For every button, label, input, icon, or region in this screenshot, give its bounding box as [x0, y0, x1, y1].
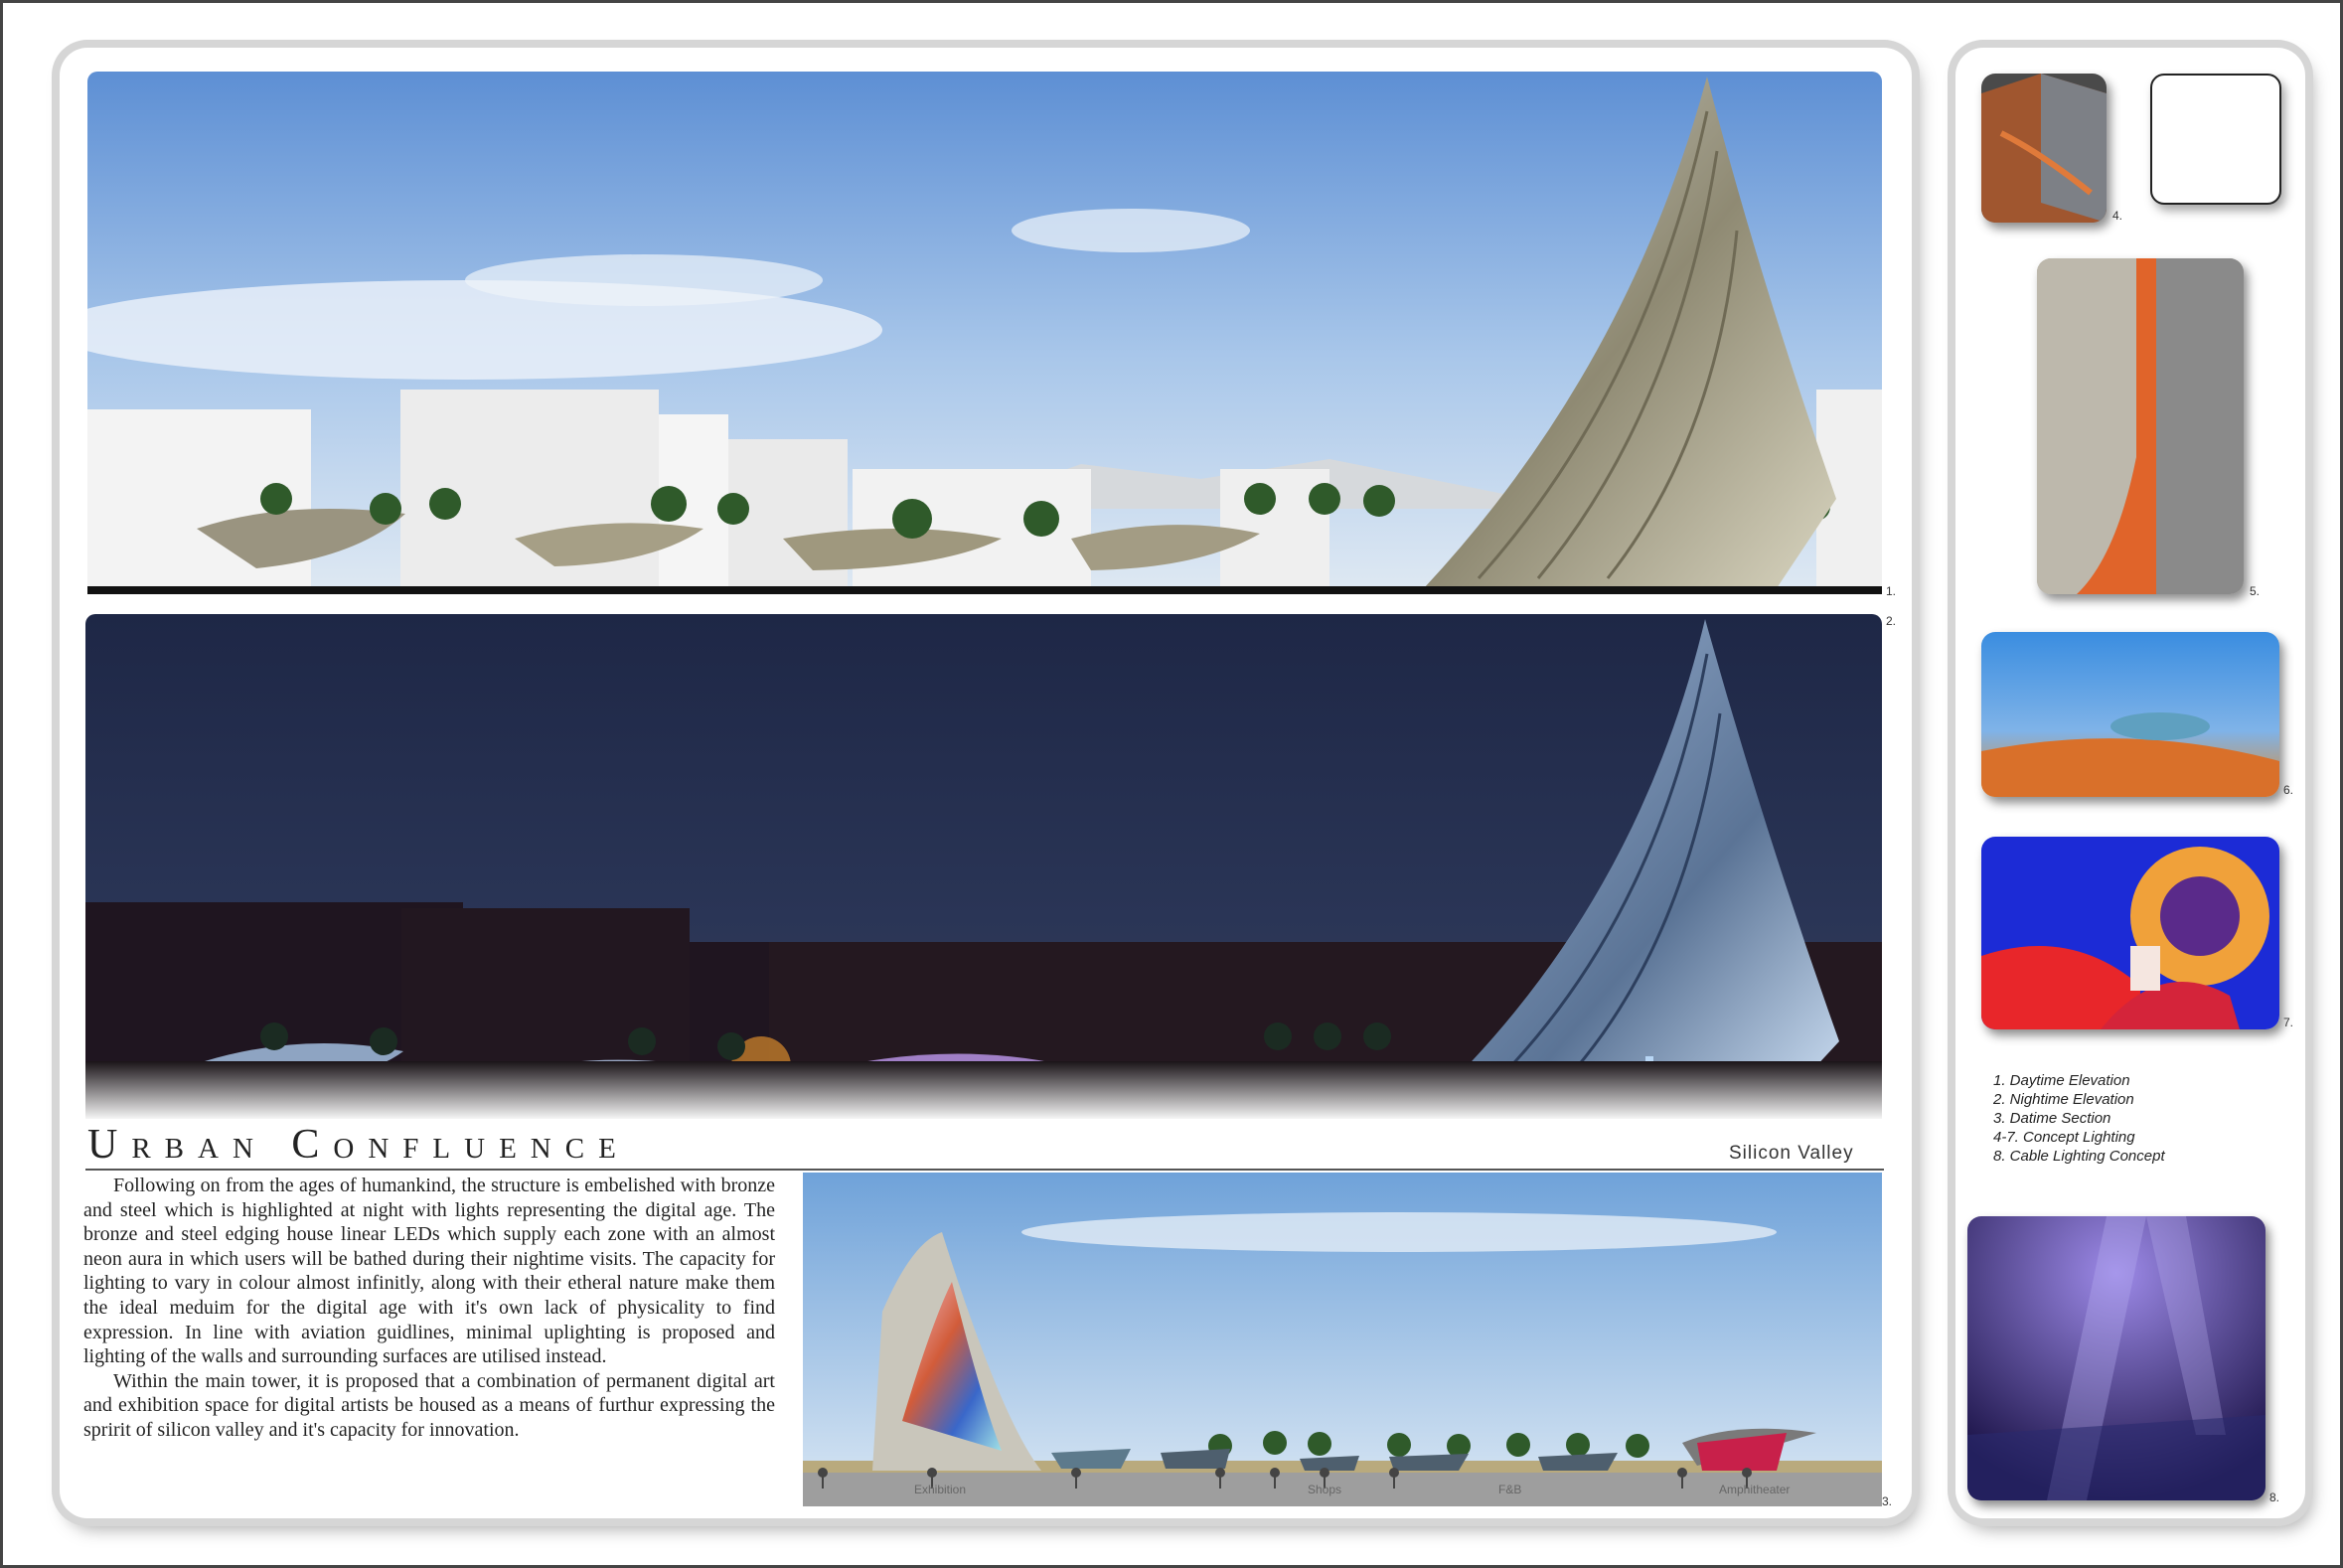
legend-item-3: 3. Datime Section — [1993, 1110, 2111, 1127]
thumbnail-4-concept-lighting — [1981, 74, 2107, 223]
title-rule — [85, 1169, 1884, 1171]
section-zone-fb: F&B — [1498, 1483, 1522, 1496]
description-paragraph-1: Following on from the ages of humankind, the structure is embelished with bronze and steel which is highlighted at night with lights representing the digital age. The bronze and steel edging house linear LEDs which supply each zone with an almost neon aura in which users will be bathed during their nightime visits. The capacity for lighting to vary in colour almost infinitly, along with their etheral nature make them the ideal meduim for the digital age with it's own lack of physicality to find expression. In line with aviation guidlines, minimal uplighting is proposed and lighting of the walls and surrounding surfaces are utilised instead. — [83, 1175, 775, 1368]
thumbnail-7-concept-lighting — [1981, 837, 2279, 1029]
section-zone-amphitheater: Amphitheater — [1719, 1483, 1791, 1496]
thumbnail-5-concept-lighting — [2037, 258, 2244, 594]
thumbnail-6-concept-lighting — [1981, 632, 2279, 797]
figure-number-1: 1. — [1886, 584, 1897, 598]
section-zone-shops: Shops — [1308, 1483, 1342, 1496]
figure-number-2: 2. — [1886, 614, 1897, 628]
description-paragraph-2: Within the main tower, it is proposed that a combination of permanent digital art and exhibition space for digital artists be housed as a means of furthur expressing the spririt of silicon valley and it's capacity for innovation. — [83, 1369, 775, 1441]
figure-number-3: 3. — [1882, 1494, 1893, 1508]
legend-item-4: 4-7. Concept Lighting — [1993, 1129, 2135, 1146]
figure-legend — [1993, 1071, 2165, 1166]
legend-item-1: 1. Daytime Elevation — [1993, 1072, 2130, 1089]
nighttime-elevation-image — [85, 614, 1882, 1119]
blank-thumbnail — [2150, 74, 2281, 205]
thumbnail-8-cable-lighting-concept — [1967, 1216, 2265, 1500]
project-description — [83, 1174, 775, 1443]
legend-item-2: 2. Nightime Elevation — [1993, 1091, 2134, 1108]
figure-number-4: 4. — [2112, 209, 2123, 223]
figure-number-6: 6. — [2283, 783, 2294, 797]
section-zone-exhibition: Exhibition — [914, 1483, 967, 1496]
figure-number-5: 5. — [2250, 584, 2261, 598]
location-city: Silicon Valley — [1729, 1143, 1854, 1164]
daytime-elevation-image — [87, 72, 1882, 594]
daytime-section-image — [803, 1173, 1882, 1506]
board-title: Urban Confluence — [87, 1122, 630, 1168]
legend-item-5: 8. Cable Lighting Concept — [1993, 1148, 2165, 1165]
figure-number-7: 7. — [2283, 1016, 2294, 1029]
figure-number-8: 8. — [2269, 1490, 2280, 1504]
